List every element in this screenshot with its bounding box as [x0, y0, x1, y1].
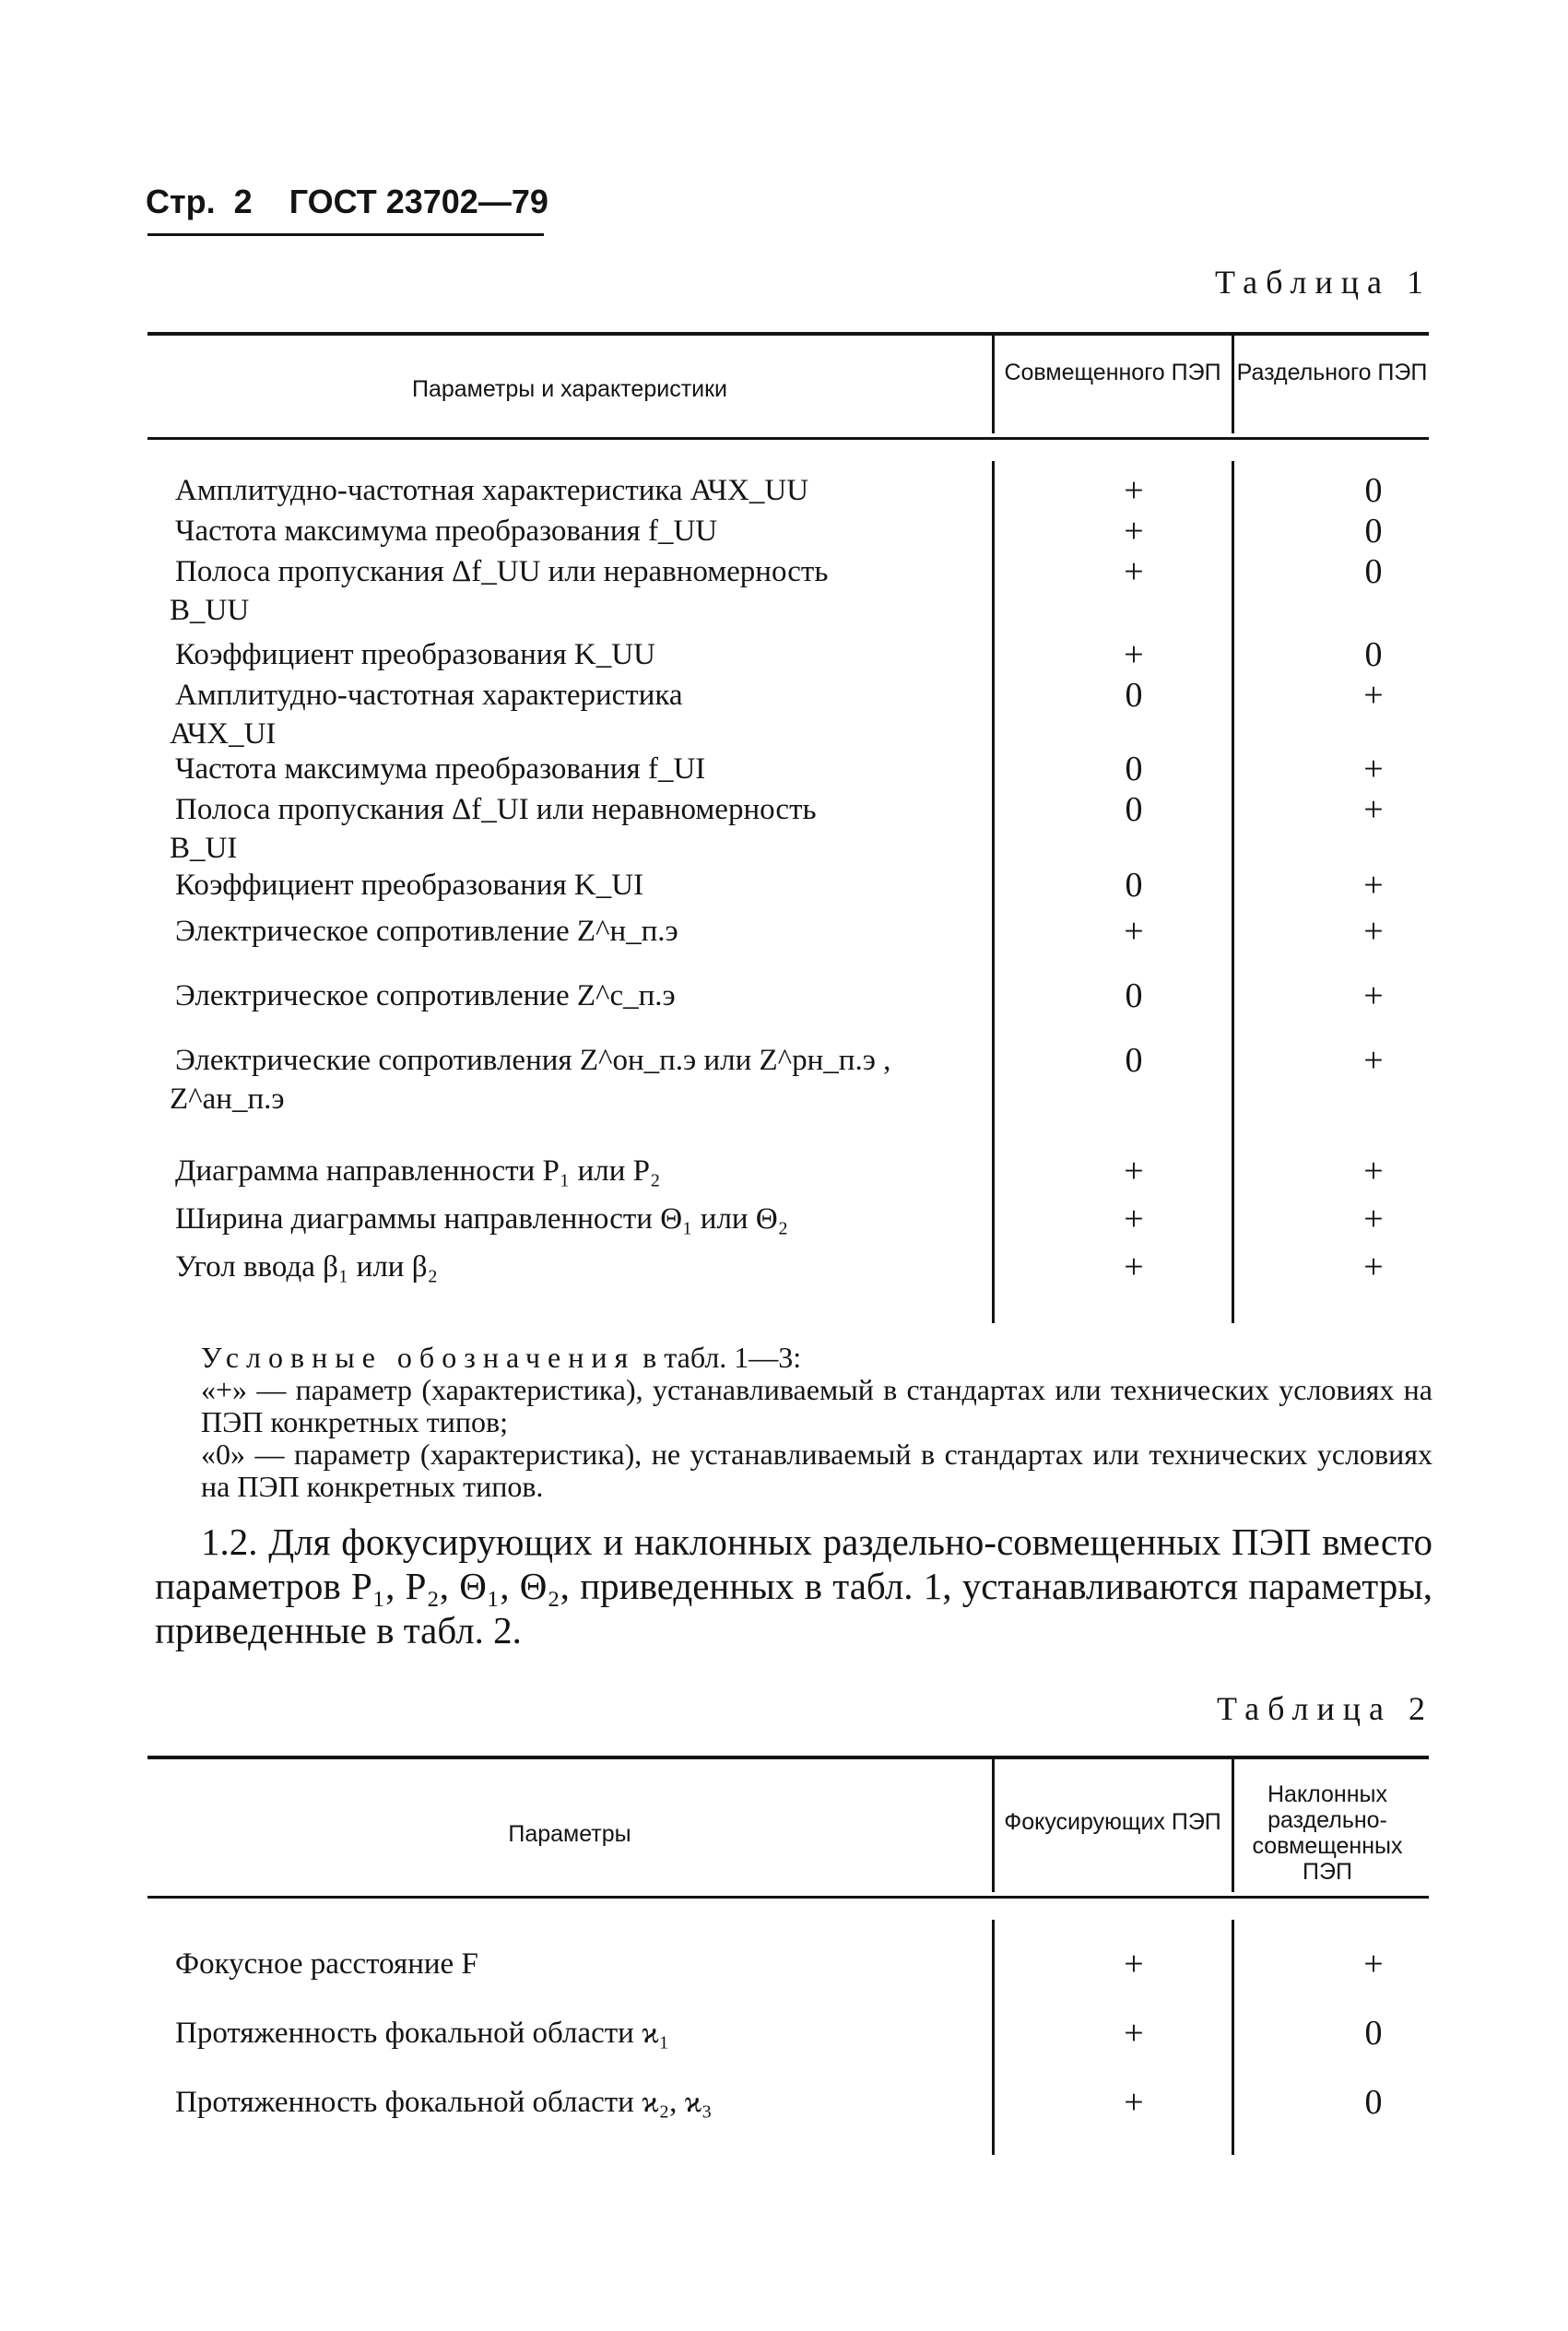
table2-top-rule [147, 1756, 1429, 1759]
row-value-col2: 0 [1364, 471, 1383, 510]
row-value-col2: 0 [1364, 552, 1383, 591]
row-parameter: Протяженность фокальной области ϰ₂, ϰ₃ [175, 2086, 713, 2119]
table2-header-col2: Наклонных раздельно-совмещенных ПЭП [1252, 1781, 1403, 1885]
row-parameter-continuation: АЧХ_UI [170, 717, 277, 751]
row-value-col2: + [1363, 1248, 1384, 1286]
row-parameter: Диаграмма направленности P₁ или P₂ [175, 1154, 661, 1188]
table2-caption: Таблица 2 [1217, 1690, 1433, 1727]
row-value-col2: + [1363, 1200, 1384, 1238]
table2-header-divider-2 [1232, 1757, 1234, 1892]
row-value-col1: + [1124, 1248, 1144, 1286]
row-value-col1: + [1124, 1152, 1144, 1190]
row-parameter: Электрические сопротивления Z^он_п.э или Z^рн_п.э , [175, 1044, 891, 1077]
table2-body-divider-1 [992, 1920, 995, 2155]
table1-header-col2: Раздельного ПЭП [1236, 360, 1428, 385]
table1-header-divider-1 [992, 334, 995, 433]
row-value-col2: + [1363, 866, 1384, 905]
table1-body-divider-1 [992, 461, 995, 1323]
table1-header-rule [147, 437, 1429, 440]
row-value-col1: 0 [1125, 750, 1143, 788]
row-parameter: Протяженность фокальной области ϰ₁ [175, 2017, 670, 2050]
table1-header-divider-2 [1232, 334, 1234, 433]
table1-header-col1: Совмещенного ПЭП [1004, 360, 1221, 385]
row-parameter: Полоса пропускания Δf_UI или неравномерность [175, 793, 817, 826]
row-value-col2: + [1363, 1945, 1384, 1983]
row-value-col2: 0 [1364, 635, 1383, 674]
row-value-col2: 0 [1364, 2014, 1383, 2053]
row-parameter: Частота максимума преобразования f_UI [175, 752, 706, 786]
row-parameter: Полоса пропускания Δf_UU или неравномерность [175, 555, 829, 588]
table1-caption: Таблица 1 [1215, 264, 1432, 301]
table1-header-params: Параметры и характеристики [411, 376, 728, 402]
row-parameter: Электрическое сопротивление Z^н_п.э [175, 915, 678, 948]
row-value-col1: + [1124, 2014, 1144, 2053]
row-value-col1: 0 [1125, 676, 1143, 715]
paragraph-1-2 [155, 1520, 1432, 1652]
row-parameter-continuation: B_UU [170, 594, 250, 627]
row-value-col1: + [1124, 912, 1144, 951]
row-value-col2: 0 [1364, 2083, 1383, 2122]
row-value-col2: + [1363, 750, 1384, 788]
table1-top-rule [147, 332, 1429, 336]
legend-notes [201, 1342, 1432, 1503]
row-parameter: Частота максимума преобразования f_UU [175, 515, 718, 548]
paragraph-text: 1.2. Для фокусирующих и наклонных раздельно-совмещенных ПЭП вместо параметров P₁, P₂, Θ₁, Θ₂, приведенных в табл. 1, устанавливаются параметры, приведенные в табл. 2. [155, 1520, 1432, 1651]
row-value-col1: 0 [1125, 866, 1143, 905]
row-value-col1: + [1124, 1945, 1144, 1983]
table1-body-divider-2 [1232, 461, 1234, 1323]
row-parameter: Амплитудно-частотная характеристика АЧХ_UU [175, 474, 809, 507]
row-value-col1: + [1124, 471, 1144, 510]
table2-header-params: Параметры [508, 1821, 631, 1847]
row-value-col1: + [1124, 552, 1144, 591]
row-parameter: Угол ввода β₁ или β₂ [175, 1250, 439, 1284]
row-value-col2: + [1363, 790, 1384, 829]
row-value-col1: + [1124, 2083, 1144, 2122]
row-parameter: Амплитудно-частотная характеристика [175, 679, 683, 712]
row-parameter-continuation: B_UI [170, 832, 238, 865]
row-value-col2: + [1363, 976, 1384, 1015]
row-value-col2: 0 [1364, 512, 1383, 550]
row-value-col2: + [1363, 676, 1384, 715]
notes-title: Условные обозначения [201, 1341, 636, 1374]
row-value-col1: 0 [1125, 1041, 1143, 1080]
notes-zero: «0» — параметр (характеристика), не устанавливаемый в стандартах или технических условиях на ПЭП конкретных типов. [201, 1438, 1432, 1503]
row-parameter-continuation: Z^ан_п.э [170, 1083, 285, 1116]
notes-plus: «+» — параметр (характеристика), устанавливаемый в стандартах или технических условиях на ПЭП конкретных типов; [201, 1373, 1432, 1438]
table2-header-rule [147, 1896, 1429, 1899]
row-value-col2: + [1363, 1041, 1384, 1080]
notes-title-rest: в табл. 1—3: [635, 1341, 802, 1374]
page-prefix: Стр. [146, 183, 216, 220]
table2-header-col1: Фокусирующих ПЭП [1004, 1809, 1221, 1835]
row-parameter: Фокусное расстояние F [175, 1947, 478, 1981]
standard-title: ГОСТ 23702—79 [289, 183, 548, 220]
page-number: 2 [233, 183, 253, 220]
row-value-col1: 0 [1125, 790, 1143, 829]
row-value-col2: + [1363, 1152, 1384, 1190]
table2-header-divider-1 [992, 1757, 995, 1892]
row-parameter: Коэффициент преобразования K_UU [175, 638, 655, 671]
header-underline [147, 233, 544, 236]
row-value-col1: + [1124, 635, 1144, 674]
row-value-col2: + [1363, 912, 1384, 951]
row-value-col1: + [1124, 512, 1144, 550]
row-parameter: Коэффициент преобразования K_UI [175, 869, 644, 902]
table2-body-divider-2 [1232, 1920, 1234, 2155]
page-header [146, 183, 548, 221]
row-parameter: Электрическое сопротивление Z^с_п.э [175, 979, 676, 1012]
row-value-col1: 0 [1125, 976, 1143, 1015]
row-value-col1: + [1124, 1200, 1144, 1238]
row-parameter: Ширина диаграммы направленности Θ₁ или Θ₂ [175, 1202, 789, 1236]
